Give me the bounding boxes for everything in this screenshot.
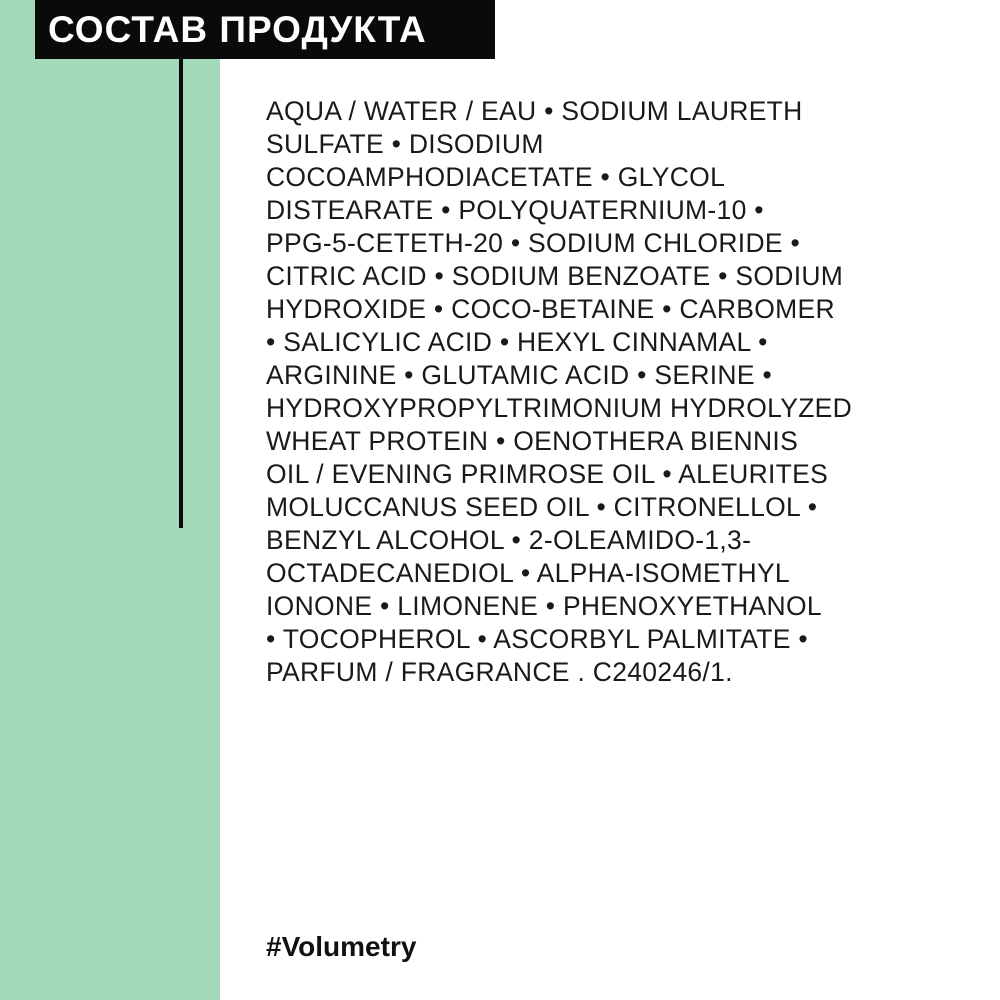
ingredient-line: HYDROXIDE • COCO-BETAINE • CARBOMER (266, 294, 835, 324)
ingredient-line: ARGININE • GLUTAMIC ACID • SERINE • (266, 360, 773, 390)
page-title: СОСТАВ ПРОДУКТА (48, 9, 427, 50)
ingredient-line: DISTEARATE • POLYQUATERNIUM-10 • (266, 195, 764, 225)
title-banner (35, 0, 495, 59)
ingredient-line: HYDROXYPROPYLTRIMONIUM HYDROLYZED (266, 393, 853, 423)
hashtag-label: #Volumetry (266, 931, 417, 962)
green-side-panel (0, 0, 220, 1000)
ingredient-line: WHEAT PROTEIN • OENOTHERA BIENNIS (266, 426, 799, 456)
ingredient-line: • TOCOPHEROL • ASCORBYL PALMITATE • (266, 624, 808, 654)
vertical-divider-line (179, 59, 183, 528)
ingredients-list (266, 95, 966, 689)
ingredient-line: PPG-5-CETETH-20 • SODIUM CHLORIDE • (266, 228, 801, 258)
ingredient-line: PARFUM / FRAGRANCE . C240246/1. (266, 657, 733, 687)
ingredient-line: • SALICYLIC ACID • HEXYL CINNAMAL • (266, 327, 768, 357)
ingredient-line: SULFATE • DISODIUM (266, 129, 544, 159)
ingredient-line: MOLUCCANUS SEED OIL • CITRONELLOL • (266, 492, 818, 522)
ingredient-line: OCTADECANEDIOL • ALPHA-ISOMETHYL (266, 558, 790, 588)
ingredient-line: CITRIC ACID • SODIUM BENZOATE • SODIUM (266, 261, 844, 291)
ingredient-line: OIL / EVENING PRIMROSE OIL • ALEURITES (266, 459, 829, 489)
ingredient-line: IONONE • LIMONENE • PHENOXYETHANOL (266, 591, 822, 621)
ingredient-line: BENZYL ALCOHOL • 2-OLEAMIDO-1,3- (266, 525, 752, 555)
ingredient-line: AQUA / WATER / EAU • SODIUM LAURETH (266, 96, 803, 126)
ingredient-line: COCOAMPHODIACETATE • GLYCOL (266, 162, 726, 192)
